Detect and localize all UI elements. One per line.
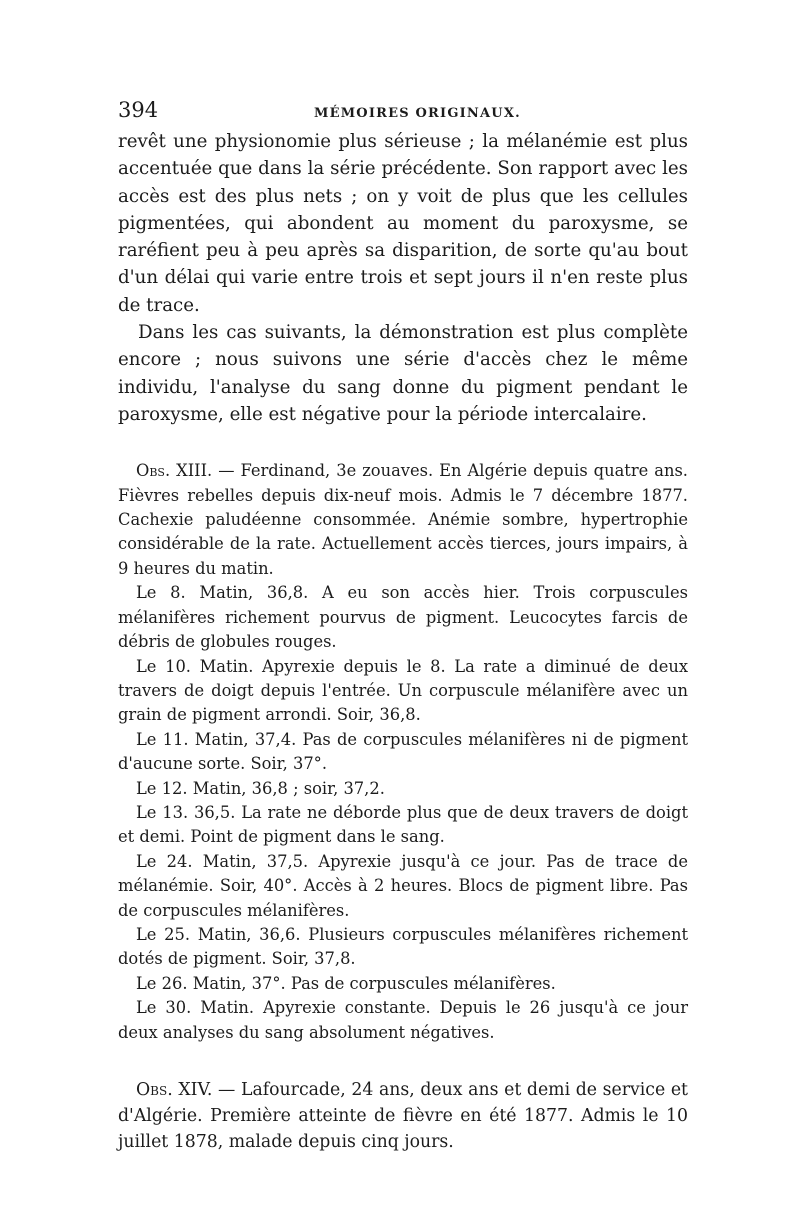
- page-header: [118, 98, 688, 128]
- observation-xiii-text: Ferdinand, 3e zouaves. En Algérie depuis quatre ans. Fièvres rebelles depuis dix-neuf mois. Admis le 7 décembre 1877. Cachexie paludéenne consommée. Anémie sombre, hypertrophie considérable de la rate. Actuellement accès tierces, jours impairs, à 9 heures du matin.: [118, 461, 688, 578]
- paragraph-continuation: revêt une physionomie plus sérieuse ; la mélanémie est plus accentuée que dans la série précédente. Son rapport avec les accès est des plus nets ; on y voit de plus que les cellules pigmentées, qui abondent au moment du paroxysme, se raréfient peu à peu après sa disparition, de sorte qu'au bout d'un délai qui varie entre trois et sept jours il n'en reste plus de trace.: [118, 131, 688, 316]
- observation-xiii-label: Obs. XIII. —: [136, 461, 235, 481]
- running-title: MÉMOIRES ORIGINAUX.: [314, 106, 521, 121]
- observation-entry: Le 26. Matin, 37°. Pas de corpuscules mélanifères.: [136, 973, 556, 993]
- observation-entry: Le 10. Matin. Apyrexie depuis le 8. La rate a diminué de deux travers de doigt depuis l'entrée. Un corpuscule mélanifère avec un grain de pigment arrondi. Soir, 36,8.: [118, 656, 688, 725]
- observation-xiv: [118, 1077, 688, 1155]
- observation-xiv-text: Lafourcade, 24 ans, deux ans et demi de service et d'Algérie. Première atteinte de fièvre en été 1877. Admis le 10 juillet 1878, malade depuis cinq jours.: [118, 1080, 688, 1153]
- observation-xiv-label: Obs. XIV. —: [136, 1080, 236, 1101]
- observation-entry: Le 13. 36,5. La rate ne déborde plus que de deux travers de doigt et demi. Point de pigment dans le sang.: [118, 802, 688, 847]
- observation-entry: Le 11. Matin, 37,4. Pas de corpuscules mélanifères ni de pigment d'aucune sorte. Soir, 37°.: [118, 729, 688, 774]
- observation-entry: Le 30. Matin. Apyrexie constante. Depuis le 26 jusqu'à ce jour deux analyses du sang absolument négatives.: [118, 998, 688, 1042]
- page-number: 394: [118, 98, 159, 122]
- observation-xiii-intro: [118, 459, 688, 581]
- observation-entry: Le 24. Matin, 37,5. Apyrexie jusqu'à ce jour. Pas de trace de mélanémie. Soir, 40°. Accès à 2 heures. Blocs de pigment libre. Pas de corpuscules mélanifères.: [118, 851, 688, 920]
- observation-entry: Le 8. Matin, 36,8. A eu son accès hier. Trois corpuscules mélanifères richement pourvus de pigment. Leucocytes farcis de débris de globules rouges.: [118, 583, 688, 652]
- observation-entry: Le 25. Matin, 36,6. Plusieurs corpuscules mélanifères richement dotés de pigment. Soir, 37,8.: [118, 924, 688, 969]
- paragraph-cases: Dans les cas suivants, la démonstration est plus complète encore ; nous suivons une série d'accès chez le même individu, l'analyse du sang donne du pigment pendant le paroxysme, elle est négative pour la période intercalaire.: [118, 322, 688, 425]
- observation-entry: Le 12. Matin, 36,8 ; soir, 37,2.: [136, 778, 385, 798]
